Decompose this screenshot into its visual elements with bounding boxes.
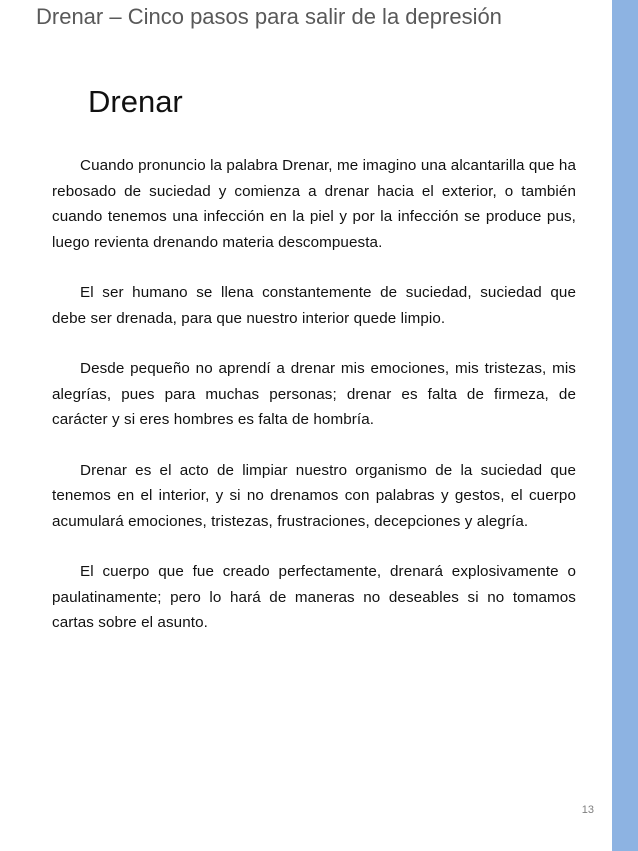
section-title: Drenar bbox=[88, 84, 183, 119]
body-text bbox=[52, 153, 576, 661]
paragraph: Drenar es el acto de limpiar nuestro organismo de la suciedad que tenemos en el interior, y si no drenamos con palabras y gestos, el cuerpo acumulará emociones, tristezas, frustraciones, decepciones y alegría. bbox=[52, 461, 576, 530]
side-accent-bar bbox=[612, 0, 638, 851]
page-number: 13 bbox=[581, 804, 594, 816]
paragraph: El cuerpo que fue creado perfectamente, drenará explosivamente o paulatinamente; pero lo hará de maneras no deseables si no tomamos cartas sobre el asunto. bbox=[52, 563, 576, 631]
paragraph: Desde pequeño no aprendí a drenar mis emociones, mis tristezas, mis alegrías, pues para muchas personas; drenar es falta de firmeza, de carácter y si eres hombres es falta de hombría. bbox=[52, 360, 576, 428]
running-header: Drenar – Cinco pasos para salir de la depresión bbox=[36, 4, 502, 29]
paragraph: Cuando pronuncio la palabra Drenar, me imagino una alcantarilla que ha rebosado de suciedad y comienza a drenar hacia el exterior, o también cuando tenemos una infección en la piel y por la infección se produce pus, luego revienta drenando materia descompuesta. bbox=[52, 157, 576, 251]
header-divider bbox=[36, 38, 596, 39]
paragraph: El ser humano se llena constantemente de suciedad, suciedad que debe ser drenada, para que nuestro interior quede limpio. bbox=[52, 284, 576, 327]
